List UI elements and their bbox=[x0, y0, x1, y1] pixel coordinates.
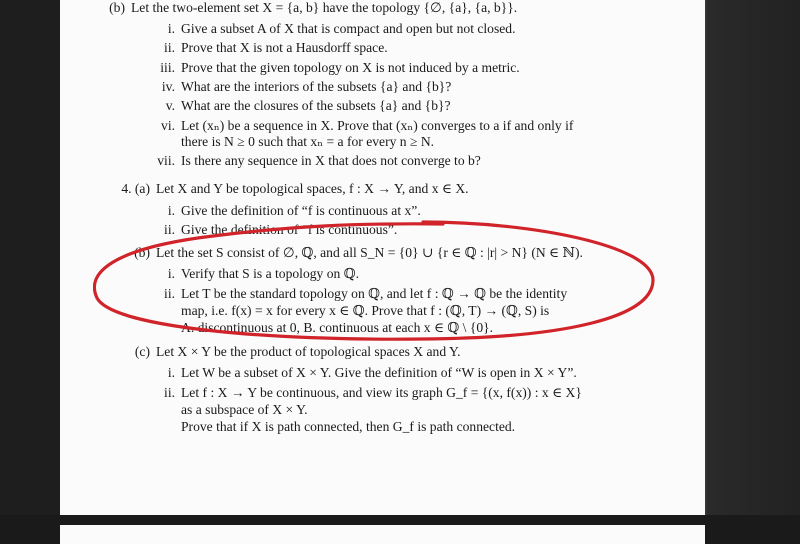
item-text: Is there any sequence in X that does not converge to b? bbox=[181, 153, 481, 168]
item-label: v. bbox=[165, 98, 175, 113]
item-label: ii. bbox=[164, 222, 175, 237]
item-text: Let (xₙ) be a sequence in X. Prove that (xₙ) converges to a if and only if bbox=[181, 118, 574, 133]
item-text: there is N ≥ 0 such that xₙ = a for every n ≥ N. bbox=[181, 134, 435, 149]
item-label: ii. bbox=[164, 40, 175, 55]
item-text: Verify that S is a topology on ℚ. bbox=[181, 266, 359, 281]
item-text: What are the interiors of the subsets {a} and {b}? bbox=[181, 79, 452, 94]
document-page bbox=[60, 0, 705, 515]
item-text: Prove that if X is path connected, then G_f is path connected. bbox=[181, 419, 516, 434]
item-text: Give the definition of “f is continuous at x”. bbox=[181, 203, 421, 218]
item-label: (b) bbox=[109, 0, 125, 15]
item-label: i. bbox=[167, 365, 175, 380]
item-text: Prove that X is not a Hausdorff space. bbox=[181, 40, 388, 55]
item-text: Let X × Y be the product of topological spaces X and Y. bbox=[156, 344, 461, 359]
item-label: i. bbox=[167, 203, 175, 218]
item-label: ii. bbox=[164, 385, 175, 400]
item-text: Let X and Y be topological spaces, f : X → Y, and x ∈ X. bbox=[156, 181, 469, 196]
item-label: (c) bbox=[134, 344, 150, 359]
item-text: Let the two-element set X = {a, b} have the topology {∅, {a}, {a, b}}. bbox=[131, 0, 518, 15]
item-label: vi. bbox=[161, 118, 175, 133]
item-text: Prove that the given topology on X is not induced by a metric. bbox=[181, 60, 520, 75]
item-label: 4. (a) bbox=[121, 181, 150, 196]
item-text: map, i.e. f(x) = x for every x ∈ ℚ. Prove that f : (ℚ, T) → (ℚ, S) is bbox=[181, 303, 550, 318]
item-label: iv. bbox=[161, 79, 175, 94]
item-text: as a subspace of X × Y. bbox=[181, 402, 308, 417]
item-text: A. discontinuous at 0, B. continuous at each x ∈ ℚ \ {0}. bbox=[181, 320, 494, 335]
item-text: Let W be a subset of X × Y. Give the definition of “W is open in X × Y”. bbox=[181, 365, 577, 380]
item-label: i. bbox=[167, 266, 175, 281]
item-label: iii. bbox=[160, 60, 175, 75]
item-label: ii. bbox=[164, 286, 175, 301]
item-label: (b) bbox=[134, 245, 150, 260]
viewer-background bbox=[705, 0, 800, 544]
item-text: Give the definition of “f is continuous”. bbox=[181, 222, 398, 237]
item-text: Let T be the standard topology on ℚ, and let f : ℚ → ℚ be the identity bbox=[181, 286, 568, 301]
item-text: Let f : X → Y be continuous, and view its graph G_f = {(x, f(x)) : x ∈ X} bbox=[181, 385, 582, 400]
item-label: i. bbox=[167, 21, 175, 36]
item-label: vii. bbox=[157, 153, 175, 168]
next-page-edge bbox=[0, 515, 800, 544]
item-text: Let the set S consist of ∅, ℚ, and all S_N = {0} ∪ {r ∈ ℚ : |r| > N} (N ∈ ℕ). bbox=[156, 245, 583, 260]
item-text: What are the closures of the subsets {a} and {b}? bbox=[181, 98, 451, 113]
item-text: Give a subset A of X that is compact and open but not closed. bbox=[181, 21, 516, 36]
